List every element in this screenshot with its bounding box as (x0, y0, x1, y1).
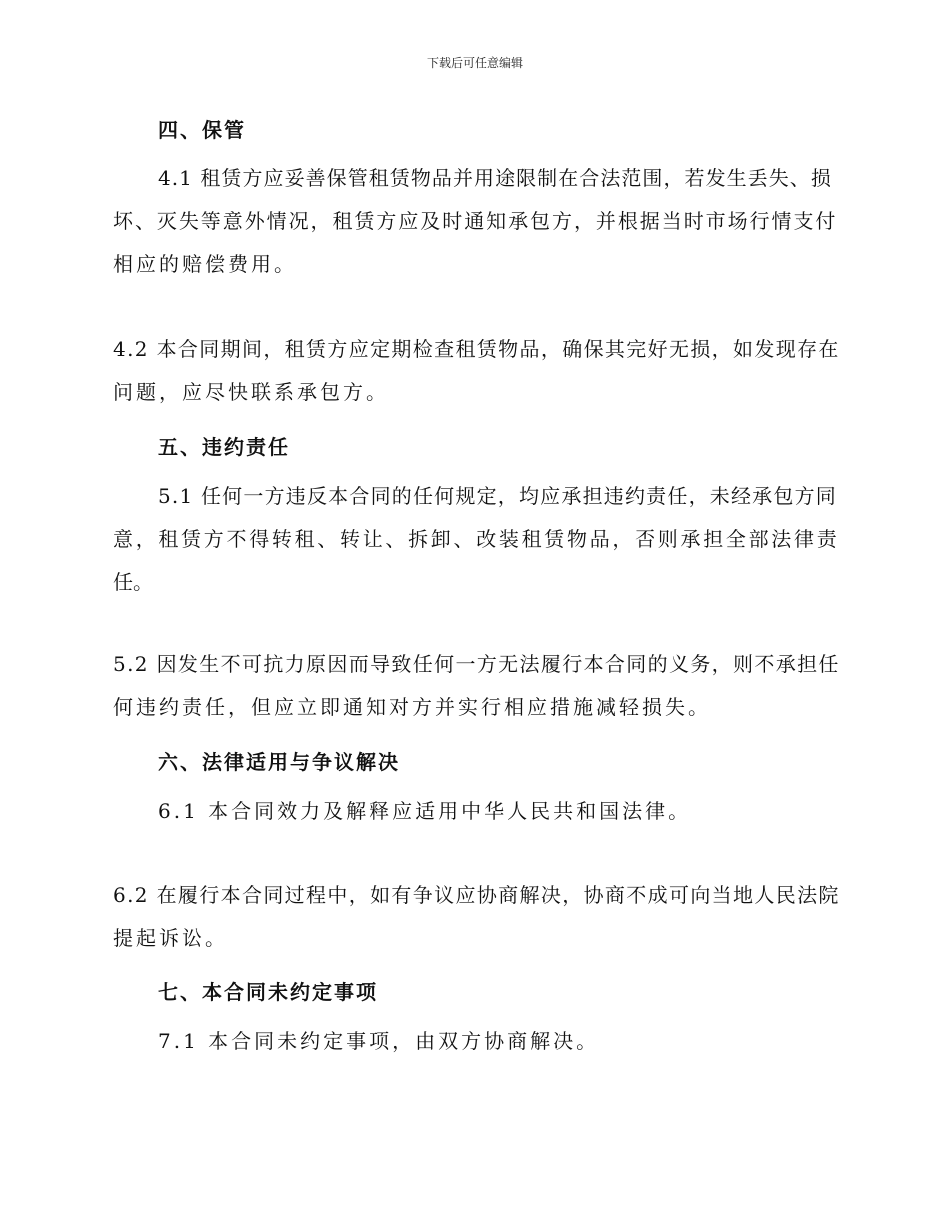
paragraph-line: 4.2 本合同期间，租赁方应定期检查租赁物品，确保其完好无损，如发现存在 (113, 337, 840, 361)
paragraph-line: 意，租赁方不得转租、转让、拆卸、改装租赁物品，否则承担全部法律责 (113, 527, 840, 551)
section-heading: 五、违约责任 (158, 435, 290, 459)
paragraph-line: 4.1 租赁方应妥善保管租赁物品并用途限制在合法范围，若发生丢失、损 (158, 166, 832, 190)
paragraph-line: 5.1 任何一方违反本合同的任何规定，均应承担违约责任，未经承包方同 (158, 484, 837, 508)
paragraph-line: 5.2 因发生不可抗力原因而导致任何一方无法履行本合同的义务，则不承担任 (113, 652, 840, 676)
paragraph-line: 相应的赔偿费用。 (113, 252, 297, 276)
page-header: 下载后可任意编辑 (426, 56, 523, 70)
paragraph-line: 提起诉讼。 (113, 926, 228, 950)
paragraph-line: 7.1 本合同未约定事项，由双方协商解决。 (158, 1029, 600, 1053)
section-heading: 四、保管 (158, 118, 246, 142)
section-heading: 七、本合同未约定事项 (158, 980, 378, 1004)
paragraph-line: 问题，应尽快联系承包方。 (113, 380, 389, 404)
paragraph-line: 何违约责任，但应立即通知对方并实行相应措施减轻损失。 (113, 695, 711, 719)
paragraph-line: 6.2 在履行本合同过程中，如有争议应协商解决，协商不成可向当地人民法院 (113, 883, 840, 907)
paragraph-line: 任。 (113, 570, 153, 594)
paragraph-line: 6.1 本合同效力及解释应适用中华人民共和国法律。 (158, 799, 692, 823)
paragraph-line: 坏、灭失等意外情况，租赁方应及时通知承包方，并根据当时市场行情支付 (113, 209, 838, 233)
section-heading: 六、法律适用与争议解决 (158, 750, 400, 774)
